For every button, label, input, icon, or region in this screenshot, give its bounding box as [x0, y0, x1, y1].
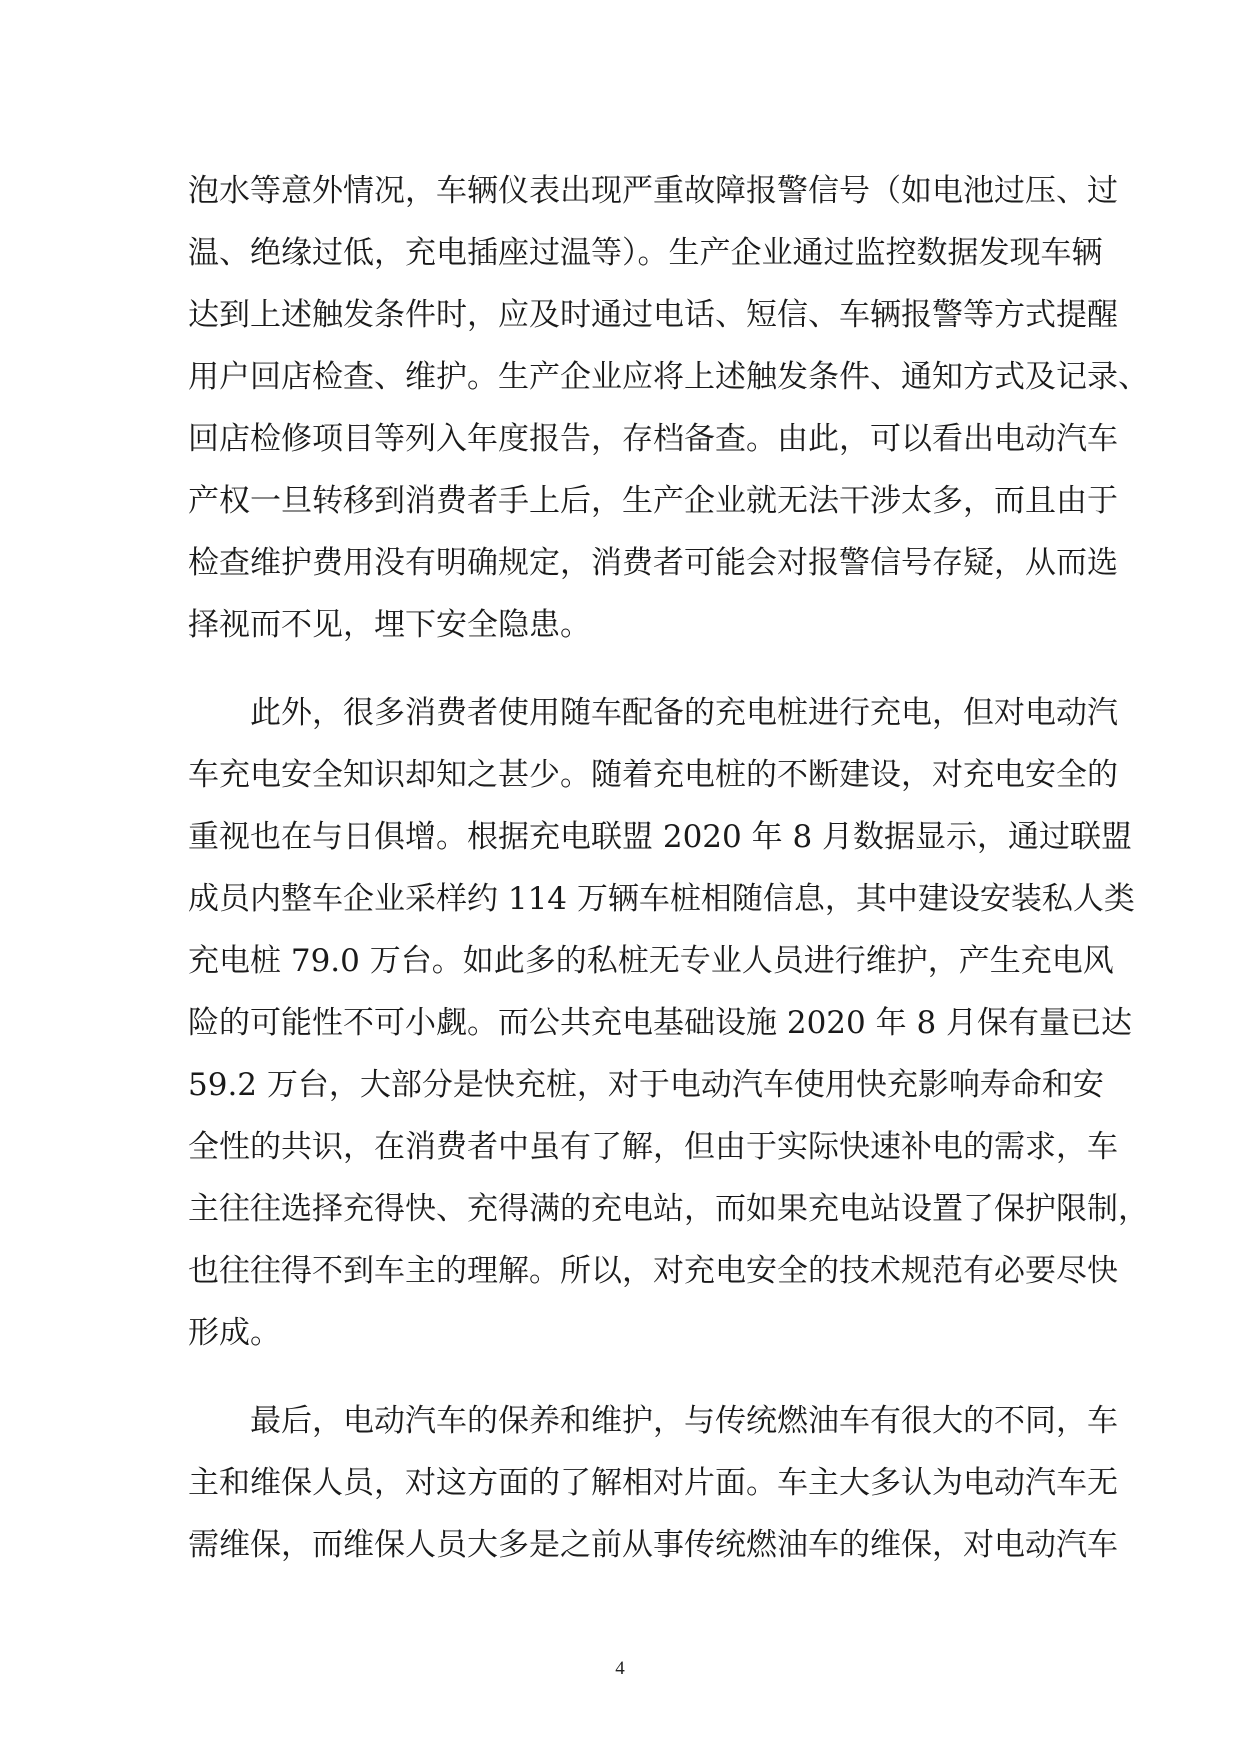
text-line: 回店检修项目等列入年度报告，存档备查。由此，可以看出电动汽车 [188, 421, 1118, 457]
text-line: 此外，很多消费者使用随车配备的充电桩进行充电，但对电动汽 [250, 695, 1118, 731]
text-line: 产权一旦转移到消费者手上后，生产企业就无法干涉太多，而且由于 [188, 483, 1118, 519]
text-line: 全性的共识，在消费者中虽有了解，但由于实际快速补电的需求，车 [188, 1129, 1118, 1165]
text-line: 59.2 万台，大部分是快充桩，对于电动汽车使用快充影响寿命和安 [188, 1067, 1104, 1103]
text-line: 用户回店检查、维护。生产企业应将上述触发条件、通知方式及记录、 [188, 359, 1149, 395]
paragraph-3 [188, 1390, 1118, 1576]
text-line: 温、绝缘过低，充电插座过温等）。生产企业通过监控数据发现车辆 [188, 235, 1103, 271]
text-line: 最后，电动汽车的保养和维护，与传统燃油车有很大的不同，车 [250, 1403, 1118, 1439]
text-line: 车充电安全知识却知之甚少。随着充电桩的不断建设，对充电安全的 [188, 757, 1118, 793]
text-line: 检查维护费用没有明确规定，消费者可能会对报警信号存疑，从而选 [188, 545, 1118, 581]
text-line: 主往往选择充得快、充得满的充电站，而如果充电站设置了保护限制， [188, 1191, 1149, 1227]
text-line: 也往往得不到车主的理解。所以，对充电安全的技术规范有必要尽快 [188, 1253, 1118, 1289]
text-line: 成员内整车企业采样约 114 万辆车桩相随信息，其中建设安装私人类 [188, 881, 1135, 917]
text-line: 需维保，而维保人员大多是之前从事传统燃油车的维保，对电动汽车 [188, 1527, 1118, 1563]
text-line: 充电桩 79.0 万台。如此多的私桩无专业人员进行维护，产生充电风 [188, 943, 1114, 979]
text-line: 泡水等意外情况，车辆仪表出现严重故障报警信号（如电池过压、过 [188, 173, 1118, 209]
paragraph-2 [188, 682, 1149, 1364]
text-line: 择视而不见，埋下安全隐患。 [188, 607, 591, 643]
text-line: 险的可能性不可小觑。而公共充电基础设施 2020 年 8 月保有量已达 [188, 1005, 1133, 1041]
text-line: 重视也在与日俱增。根据充电联盟 2020 年 8 月数据显示，通过联盟 [188, 819, 1133, 855]
page-number: 4 [615, 1658, 625, 1679]
text-line: 达到上述触发条件时，应及时通过电话、短信、车辆报警等方式提醒 [188, 297, 1118, 333]
body-text [188, 160, 1149, 1576]
text-line: 主和维保人员，对这方面的了解相对片面。车主大多认为电动汽车无 [188, 1465, 1118, 1501]
paragraph-1 [188, 160, 1149, 656]
text-line: 形成。 [188, 1315, 281, 1351]
